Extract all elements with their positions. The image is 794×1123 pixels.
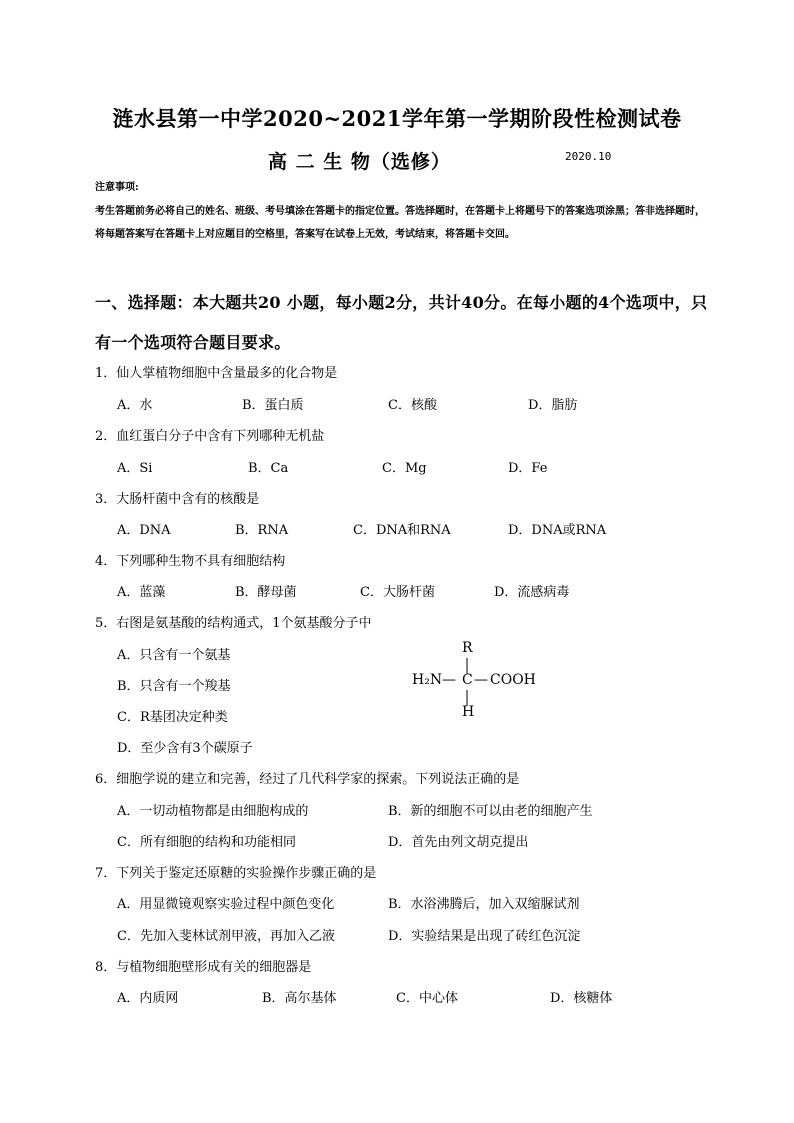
question-4-stem: 4．下列哪种生物不具有细胞结构 bbox=[95, 554, 286, 569]
question-3-option-b: B．RNA bbox=[235, 523, 289, 538]
question-2-option-b: B．Ca bbox=[248, 461, 289, 476]
formula-carboxyl-group: COOH bbox=[490, 672, 536, 688]
question-8-option-a: A．内质网 bbox=[117, 991, 179, 1006]
exam-title: 涟水县第一中学2020~2021学年第一学期阶段性检测试卷 bbox=[112, 106, 682, 131]
notice-text: 考生答题前务必将自己的姓名、班级、考号填涂在答题卡的指定位置。答选择题时，在答题卡上将题号下的答案选项涂黑；答非选择题时，将每题答案写在答题卡上对应题目的空格里，答案写在试卷上无效，考试结束，将答题卡交回。 bbox=[95, 206, 705, 240]
question-1-option-c: C．核酸 bbox=[388, 398, 437, 413]
question-3-stem: 3．大肠杆菌中含有的核酸是 bbox=[95, 492, 260, 507]
exam-date: 2020.10 bbox=[565, 150, 612, 163]
question-8-option-d: D．核糖体 bbox=[550, 991, 613, 1006]
question-5-stem: 5．右图是氨基酸的结构通式，1个氨基酸分子中 bbox=[95, 616, 372, 631]
question-6-option-a: A．一切动植物都是由细胞构成的 bbox=[117, 804, 309, 819]
formula-dash-right: — bbox=[474, 672, 488, 688]
amino-acid-formula bbox=[412, 640, 552, 730]
question-2-option-c: C．Mg bbox=[382, 461, 427, 476]
question-8-stem: 8．与植物细胞壁形成有关的细胞器是 bbox=[95, 960, 312, 975]
section-heading: 一、选择题：本大题共20 小题，每小题2分，共计40分。在每小题的4个选项中，只有一个选项符合题目要求。 bbox=[95, 293, 708, 352]
question-2-stem: 2．血红蛋白分子中含有下列哪种无机盐 bbox=[95, 429, 325, 444]
question-1-option-d: D．脂肪 bbox=[528, 398, 578, 413]
question-4-option-c: C．大肠杆菌 bbox=[360, 585, 435, 600]
question-7-option-a: A．用显微镜观察实验过程中颜色变化 bbox=[117, 897, 335, 912]
question-5-option-b: B．只含有一个羧基 bbox=[117, 679, 231, 694]
question-5-option-a: A．只含有一个氨基 bbox=[117, 648, 231, 663]
question-7-option-c: C．先加入斐林试剂甲液，再加入乙液 bbox=[117, 929, 335, 944]
question-1-stem: 1．仙人掌植物细胞中含量最多的化合物是 bbox=[95, 366, 338, 381]
question-3-option-c: C．DNA和RNA bbox=[353, 523, 451, 538]
formula-carbon: C bbox=[462, 672, 473, 688]
formula-r-group: R bbox=[462, 640, 473, 656]
question-5-option-d: D．至少含有3个碳原子 bbox=[117, 741, 253, 756]
question-6-option-d: D．首先由列文胡克提出 bbox=[388, 835, 529, 850]
question-3-option-d: D．DNA或RNA bbox=[508, 523, 607, 538]
formula-hydrogen: H bbox=[462, 704, 475, 720]
question-5-option-c: C．R基团决定种类 bbox=[117, 710, 228, 725]
question-6-option-c: C．所有细胞的结构和功能相同 bbox=[117, 835, 296, 850]
question-1-option-b: B．蛋白质 bbox=[242, 398, 304, 413]
question-6-option-b: B．新的细胞不可以由老的细胞产生 bbox=[388, 804, 593, 819]
question-4-option-a: A．蓝藻 bbox=[117, 585, 166, 600]
notice-title: 注意事项: bbox=[95, 182, 139, 193]
question-8-option-c: C．中心体 bbox=[396, 991, 458, 1006]
question-2-option-d: D．Fe bbox=[508, 461, 548, 476]
question-3-option-a: A．DNA bbox=[117, 523, 171, 538]
formula-amino-group: H₂N bbox=[412, 672, 443, 688]
question-2-option-a: A．Si bbox=[117, 461, 153, 476]
formula-dash-left: — bbox=[442, 672, 456, 688]
question-1-option-a: A．水 bbox=[117, 398, 153, 413]
question-4-option-d: D．流感病毒 bbox=[494, 585, 570, 600]
question-7-stem: 7．下列关于鉴定还原糖的实验操作步骤正确的是 bbox=[95, 866, 377, 881]
exam-subtitle: 高 二 生 物（选修） bbox=[268, 151, 451, 173]
question-7-option-b: B．水浴沸腾后，加入双缩脲试剂 bbox=[388, 897, 580, 912]
question-6-stem: 6．细胞学说的建立和完善，经过了几代科学家的探索。下列说法正确的是 bbox=[95, 772, 520, 787]
question-7-option-d: D．实验结果是出现了砖红色沉淀 bbox=[388, 929, 581, 944]
question-4-option-b: B．酵母菌 bbox=[235, 585, 297, 600]
question-8-option-b: B．高尔基体 bbox=[262, 991, 337, 1006]
